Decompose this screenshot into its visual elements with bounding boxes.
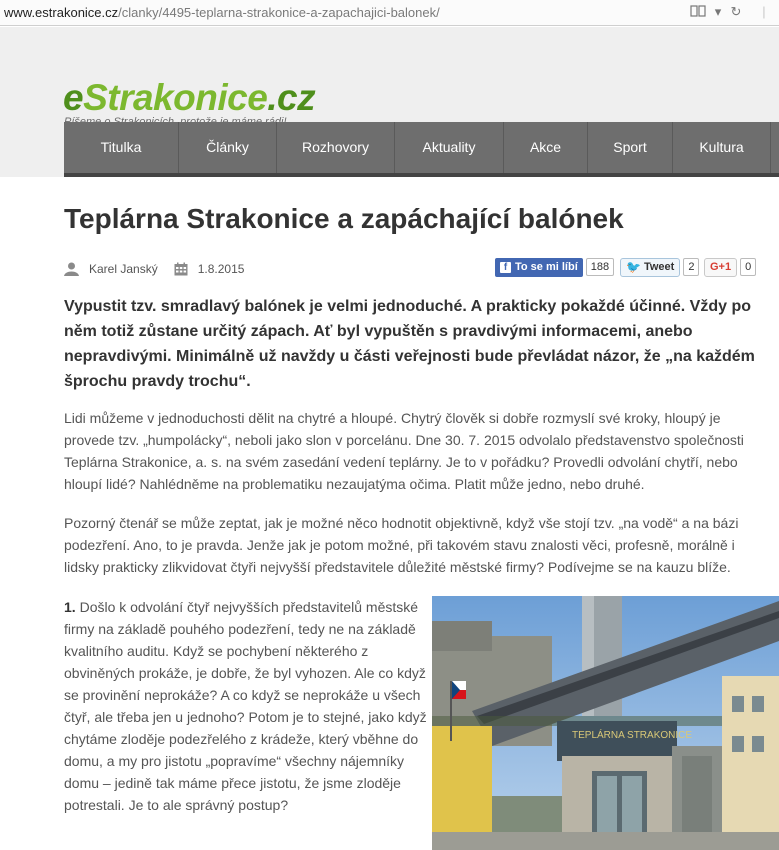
- url-host: www.estrakonice.cz: [4, 5, 119, 20]
- url-path: /clanky/4495-teplarna-strakonice-a-zapachajici-balonek/: [118, 5, 440, 20]
- article-meta: [64, 262, 244, 276]
- logo-prefix: e: [63, 77, 84, 118]
- google-plus-widget: [704, 257, 756, 277]
- twitter-bird-icon: 🐦: [626, 259, 641, 274]
- article-author[interactable]: Karel Janský: [89, 262, 158, 276]
- logo-tld: .cz: [267, 77, 316, 118]
- article-paragraph: Pozorný čtenář se může zeptat, jak je možné něco hodnotit objektivně, když vše stojí tzv. „na vodě“ a na bázi podezření. Ano, to je pravda. Jenže jak je potom možné, při takovém stavu znalosti věci, profesně, morálně i lidsky prakticky zlikvidovat čtyři nejvyšší představitele důležité městské firmy? Podívejme se na kauzu blíže.: [64, 515, 739, 575]
- nav-item-sport[interactable]: Sport: [588, 122, 673, 173]
- facebook-like-widget: [495, 257, 614, 277]
- reload-icon[interactable]: ↻: [730, 4, 742, 19]
- nav-shadow-strip: [64, 173, 779, 177]
- article-date: 1.8.2015: [197, 262, 245, 276]
- user-icon: [64, 262, 79, 276]
- facebook-like-label: To se mi líbí: [515, 260, 578, 273]
- tweet-button[interactable]: [620, 258, 680, 277]
- google-plus-button[interactable]: G+1: [704, 258, 737, 277]
- article-paragraph: [64, 596, 429, 816]
- nav-item-kultura[interactable]: Kultura: [673, 122, 771, 173]
- paragraph-number: 1.: [64, 599, 76, 615]
- nav-item-titulka[interactable]: Titulka: [64, 122, 179, 173]
- article-title: Teplárna Strakonice a zapáchající balónek: [64, 203, 624, 234]
- nav-item-aktuality[interactable]: Aktuality: [395, 122, 504, 173]
- article-paragraph: Lidi můžeme v jednoduchosti dělit na chytré a hloupé. Chytrý člověk si dobře rozmyslí své kroky, hloupý je provede tzv. „humpolácky“, neboli jako slon v porcelánu. Dne 30. 7. 2015 odvolalo představenstvo společnosti Teplárna Strakonice, a. s. na svém zasedání vedení teplárny. Je to v pořádku? Provedli odvolání chytří, nebo hloupí lidé? Nahlédněme na problematiku nezaujatýma očima. Platit může jedno, nebo druhé.: [64, 410, 744, 492]
- site-logo[interactable]: [63, 77, 315, 119]
- twitter-widget: [620, 257, 699, 277]
- tweet-count: 2: [683, 258, 699, 276]
- facebook-like-button[interactable]: [495, 258, 583, 277]
- browser-address-bar[interactable]: [0, 0, 779, 26]
- nav-item-rozhovory[interactable]: Rozhovory: [277, 122, 395, 173]
- tweet-label: Tweet: [643, 260, 675, 273]
- calendar-icon: [174, 262, 188, 276]
- url-text[interactable]: [4, 5, 440, 20]
- nav-item-akce[interactable]: Akce: [504, 122, 588, 173]
- google-plus-count: 0: [740, 258, 756, 276]
- article-photo-heating-plant[interactable]: [432, 596, 779, 850]
- logo-name: Strakonice: [83, 77, 268, 118]
- facebook-icon: f: [500, 262, 511, 273]
- reader-view-icon[interactable]: [690, 4, 706, 20]
- main-navigation: [64, 122, 779, 173]
- paragraph-text: Došlo k odvolání čtyř nejvyšších představitelů městské firmy na základě pouhého podezření, tedy ne na základě kvalitního auditu. Když se pochybení některého z obviněných prokáže, je dobře, že byl vyhozen. Ale co když se provinění neprokáže? A co když se neprokáže u všech čtyř, ale třeba jen u jednoho? Potom je to stejné, jako když chytáme zloděje podezřelého z krádeže, který vběhne do domu, a my pro jistotu „popravíme“ všechny nájemníky domu – jedině tak máme přece jistotu, že jsme zloděje potrestali. Je to ale správný postup?: [64, 599, 427, 813]
- facebook-like-count: 188: [586, 258, 614, 276]
- nav-item-clanky[interactable]: Články: [179, 122, 277, 173]
- article-lead: Vypustit tzv. smradlavý balónek je velmi jednoduché. A prakticky pokaždé účinné. Vždy po něm totiž zůstane určitý zápach. Ať byl vypuštěn s pravdivými informacemi, anebo nepravdivými. Minimálně už navždy u části veřejnosti bude převládat názor, že „na každém šprochu pravdy trochu“.: [64, 298, 755, 390]
- dropdown-icon[interactable]: ▾: [714, 4, 722, 19]
- separator-icon: |: [762, 4, 766, 19]
- photo-building-sign: TEPLÁRNA STRAKONICE: [572, 730, 693, 741]
